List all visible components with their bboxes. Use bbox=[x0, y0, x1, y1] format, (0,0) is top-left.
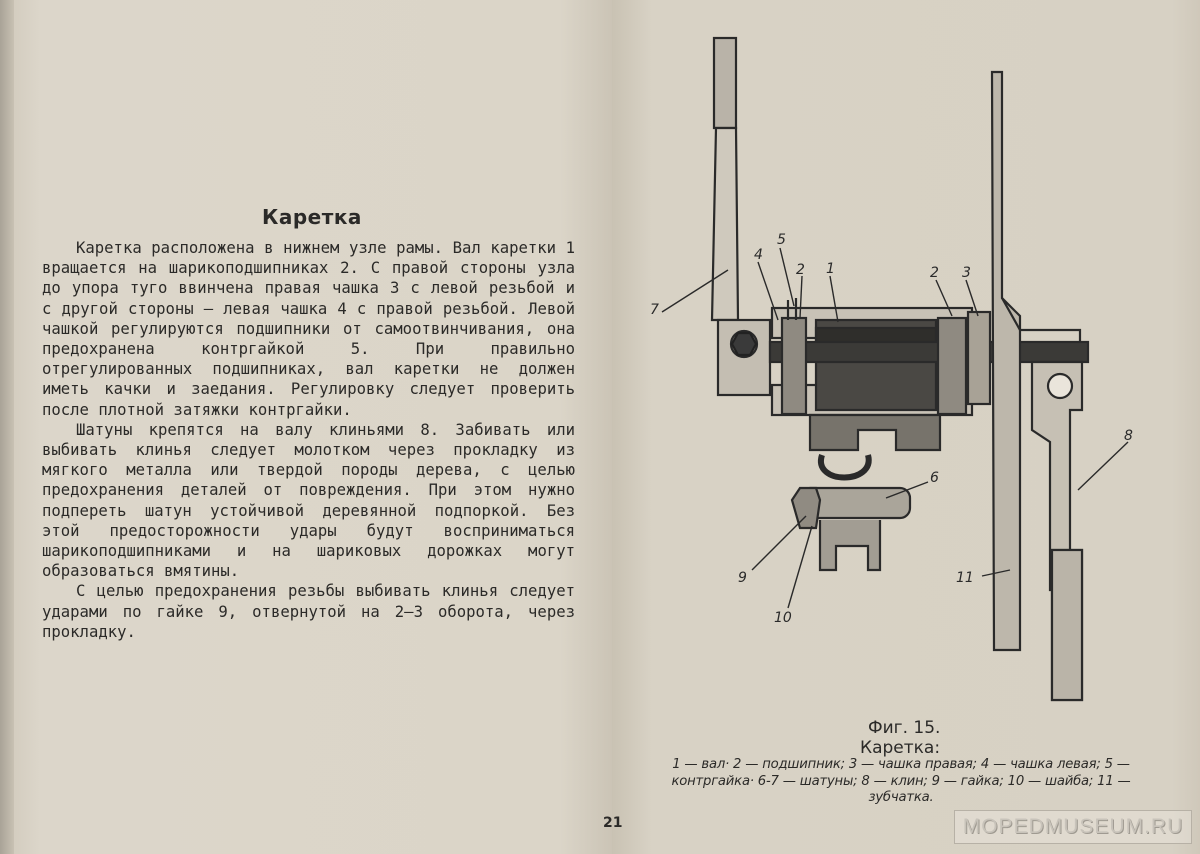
callout-9: 9 bbox=[738, 570, 747, 586]
page-number: 21 bbox=[603, 815, 623, 831]
bottom-bracket-diagram bbox=[640, 30, 1140, 720]
callout-1: 1 bbox=[826, 261, 835, 277]
callout-5: 5 bbox=[777, 232, 786, 248]
callout-10: 10 bbox=[774, 610, 792, 626]
paragraph: С целью предохранения резьбы выбивать клинья следует ударами по гайке 9, отвернутой на 2—3 оборота, через прокладку. bbox=[42, 582, 575, 641]
callout-2: 2 bbox=[930, 265, 939, 281]
torn-page-edge bbox=[0, 0, 14, 854]
callout-4: 4 bbox=[754, 247, 763, 263]
body-text bbox=[42, 238, 575, 642]
right-crank-arm bbox=[1032, 362, 1082, 700]
left-crank-arm bbox=[712, 38, 770, 395]
callout-11: 11 bbox=[956, 570, 974, 586]
figure-title: Фиг. 15. bbox=[868, 718, 941, 738]
paragraph: Каретка расположена в нижнем узле рамы. Вал каретки 1 вращается на шарикоподшипниках 2. С правой стороны узла до упора туго ввинчена правая чашка 3 с левой резьбой и с другой стороны — левая чашка 4 с правой резьбой. Левой чашкой регулируются подшипники от самоотвинчивания, она предохранена контргайкой 5. При правильно отрегулированных подшипниках, вал каретки не должен иметь качки и заедания. Регулировку следует проверить после плотной затяжки контргайки. bbox=[42, 239, 575, 419]
watermark: MOPEDMUSEUM.RU bbox=[954, 810, 1192, 844]
callout-3: 3 bbox=[962, 265, 971, 281]
callout-6: 6 bbox=[930, 470, 939, 486]
figure-subtitle: Каретка: bbox=[860, 738, 941, 758]
figure-legend: 1 — вал· 2 — подшипник; 3 — чашка правая; 4 — чашка левая; 5 — контргайка· 6-7 — шатуны; 8 — клин; 9 — гайка; 10 — шайба; 11 — зубчатка. bbox=[671, 757, 1131, 805]
callout-8: 8 bbox=[1124, 428, 1133, 444]
section-heading: Каретка bbox=[262, 205, 362, 229]
cotter-pin-assembly bbox=[792, 455, 910, 570]
paragraph: Шатуны крепятся на валу клиньями 8. Забивать или выбивать клинья следует молотком через прокладку из мягкого металла или твердой породы дерева, с целью предохранения деталей от повреждения. При этом нужно подпереть шатун устойчивой деревянной подпоркой. Без этой предосторожности удары будут восприниматься шарикоподшипниками и на шариковых дорожках могут образоваться вмятины. bbox=[42, 420, 575, 581]
callout-2: 2 bbox=[796, 262, 805, 278]
callout-7: 7 bbox=[650, 302, 659, 318]
